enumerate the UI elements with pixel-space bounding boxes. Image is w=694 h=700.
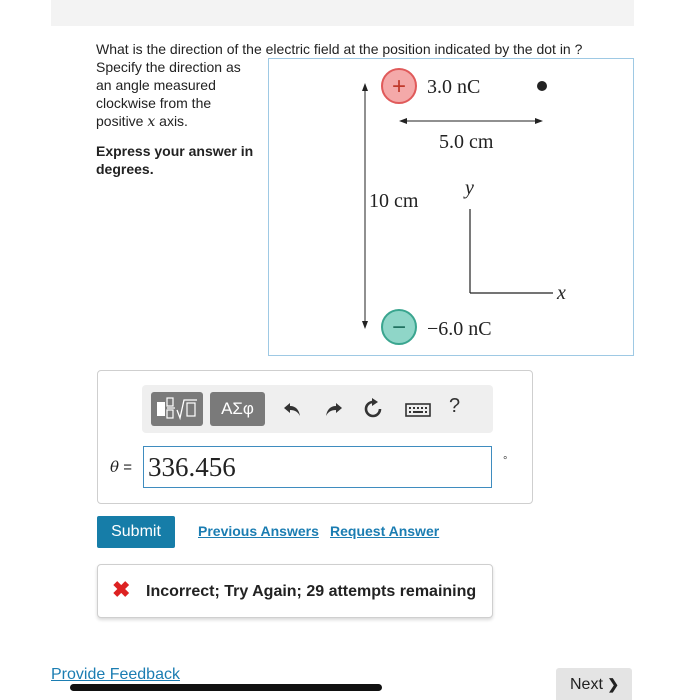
reset-icon[interactable] (361, 397, 385, 421)
positive-sign: + (391, 73, 407, 100)
x-axis-label: x (557, 282, 566, 304)
feedback-message-box (97, 564, 493, 618)
next-label (570, 676, 619, 694)
negative-sign: − (391, 314, 407, 341)
charge-figure (268, 58, 634, 356)
redo-icon[interactable] (322, 397, 346, 421)
field-point-dot (537, 81, 547, 91)
next-text: Next (570, 676, 603, 693)
request-answer-link[interactable]: Request Answer (330, 523, 440, 539)
equals-sign: = (123, 459, 132, 476)
horizontal-arrow-right (535, 118, 543, 124)
previous-answers-link[interactable]: Previous Answers (198, 523, 319, 539)
math-toolbar (142, 385, 493, 433)
vertical-distance-label: 10 cm (369, 190, 419, 212)
top-banner (51, 0, 634, 26)
answer-variable-label (110, 458, 132, 476)
horizontal-arrow-left (399, 118, 407, 124)
y-axis-label: y (465, 177, 474, 199)
charge-diagram (269, 59, 633, 355)
answer-input[interactable]: 336.456 (143, 446, 492, 488)
vertical-arrow-bottom (362, 321, 368, 329)
keyboard-icon[interactable] (404, 397, 432, 421)
positive-charge-label: 3.0 nC (427, 76, 481, 98)
incorrect-icon: ✖ (112, 577, 131, 602)
help-button[interactable]: ? (449, 395, 461, 417)
templates-button[interactable] (151, 392, 203, 426)
vertical-arrow-top (362, 83, 368, 91)
chevron-right-icon: ❯ (607, 676, 620, 692)
undo-icon[interactable] (280, 397, 304, 421)
answer-instruction: Express your answer in degrees. (96, 143, 254, 177)
greek-symbols-button[interactable] (210, 392, 265, 426)
answer-panel (97, 370, 533, 504)
question-line: What is the direction of the electric field at the position indicated by the dot in ? (96, 41, 583, 57)
submit-button[interactable]: Submit (97, 516, 175, 548)
next-button[interactable] (556, 668, 632, 700)
greek-label: ΑΣφ (221, 399, 254, 418)
feedback-text: Incorrect; Try Again; 29 attempts remaining (146, 583, 477, 600)
horizontal-distance-label: 5.0 cm (439, 131, 494, 153)
fraction-sqrt-icon (151, 392, 203, 426)
question-direction-text: Specify the direction as an angle measured clockwise from the positive (96, 59, 241, 129)
negative-charge-label: −6.0 nC (427, 318, 492, 340)
provide-feedback-link[interactable]: Provide Feedback (51, 666, 180, 683)
question-direction-spec (96, 58, 256, 131)
degree-unit: ° (503, 455, 508, 467)
question-direction-suffix: axis. (159, 113, 188, 129)
home-indicator (70, 684, 382, 691)
theta-symbol: θ (110, 458, 120, 476)
question-axis-variable: x (147, 114, 156, 130)
